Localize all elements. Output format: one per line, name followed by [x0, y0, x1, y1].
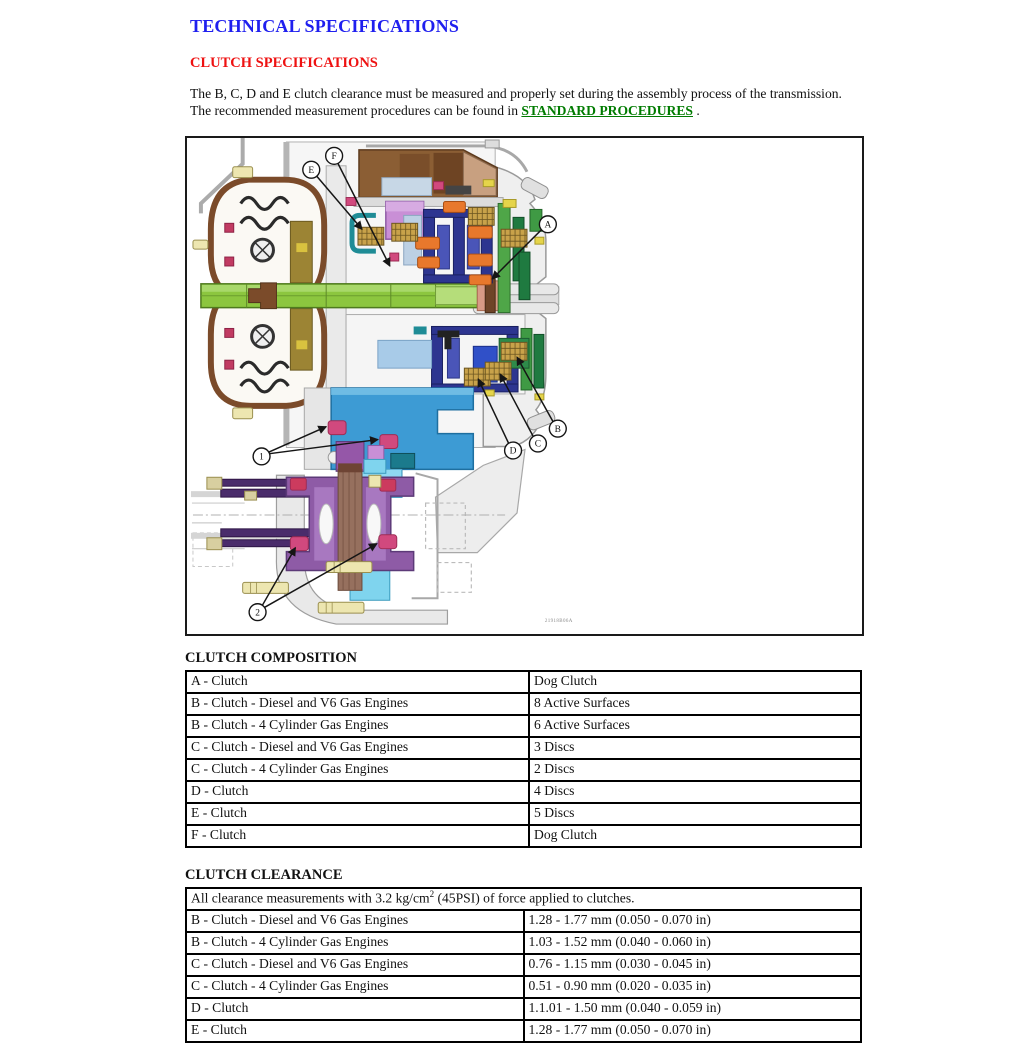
svg-text:F: F [331, 151, 337, 162]
superscript: 2 [429, 889, 435, 900]
cell: D - Clutch [186, 781, 529, 803]
cell: 1.28 - 1.77 mm (0.050 - 0.070 in) [524, 1020, 862, 1042]
table-row [186, 737, 861, 759]
cell: E - Clutch [186, 803, 529, 825]
table-row [186, 1020, 861, 1042]
cell: C - Clutch - Diesel and V6 Gas Engines [186, 954, 524, 976]
table-row [186, 693, 861, 715]
cell: C - Clutch - 4 Cylinder Gas Engines [186, 759, 529, 781]
intro-text-after: . [692, 103, 700, 119]
cell: 0.76 - 1.15 mm (0.030 - 0.045 in) [524, 954, 862, 976]
svg-text:E: E [308, 165, 315, 176]
callout-d [505, 442, 522, 459]
table-row [186, 715, 861, 737]
table-row [186, 976, 861, 998]
cell: F - Clutch [186, 825, 529, 847]
table-row [186, 954, 861, 976]
cell: 5 Discs [529, 803, 861, 825]
cell: 4 Discs [529, 781, 861, 803]
cell: B - Clutch - 4 Cylinder Gas Engines [186, 715, 529, 737]
cell: B - Clutch - Diesel and V6 Gas Engines [186, 910, 524, 932]
transmission-diagram [187, 138, 862, 634]
figure-code: 21918B06A [544, 618, 573, 624]
table-row [186, 825, 861, 847]
cell: 6 Active Surfaces [529, 715, 861, 737]
cell: 2 Discs [529, 759, 861, 781]
page-title: TECHNICAL SPECIFICATIONS [190, 16, 460, 36]
svg-text:D: D [509, 446, 517, 457]
svg-text:1: 1 [259, 452, 264, 463]
svg-text:A: A [544, 219, 552, 230]
clutch-composition-table [185, 670, 862, 848]
table-row [186, 671, 861, 693]
callout-2 [249, 603, 266, 620]
cell: 1.03 - 1.52 mm (0.040 - 0.060 in) [524, 932, 862, 954]
svg-text:2: 2 [255, 607, 260, 618]
cell: Dog Clutch [529, 825, 861, 847]
table-row [186, 759, 861, 781]
cell: C - Clutch - 4 Cylinder Gas Engines [186, 976, 524, 998]
table-row [186, 888, 861, 910]
cell: Dog Clutch [529, 671, 861, 693]
cell: A - Clutch [186, 671, 529, 693]
intro-text-before: The B, C, D and E clutch clearance must be measured and properly set during the assembly process of the transmission. The recommended measurement procedures can be found in [190, 86, 842, 119]
cell: B - Clutch - Diesel and V6 Gas Engines [186, 693, 529, 715]
table-row [186, 803, 861, 825]
cell: D - Clutch [186, 998, 524, 1020]
callout-e [303, 161, 320, 178]
callout-b [549, 420, 566, 437]
table-row [186, 932, 861, 954]
table-row [186, 998, 861, 1020]
cell: C - Clutch - Diesel and V6 Gas Engines [186, 737, 529, 759]
section-heading: CLUTCH SPECIFICATIONS [190, 55, 378, 71]
cell: 0.51 - 0.90 mm (0.020 - 0.035 in) [524, 976, 862, 998]
standard-procedures-link[interactable]: STANDARD PROCEDURES [521, 103, 693, 119]
clearance-note: All clearance measurements with 3.2 $kg/cm^2$ (45PSI) of force applied to clutches. [186, 888, 861, 910]
clutch-clearance-table [185, 887, 862, 1043]
document-page [185, 0, 866, 1043]
cell: 1.1.01 - 1.50 mm (0.040 - 0.059 in) [524, 998, 862, 1020]
svg-text:C: C [534, 439, 542, 450]
callout-a [539, 215, 556, 232]
cell: 8 Active Surfaces [529, 693, 861, 715]
cell: B - Clutch - 4 Cylinder Gas Engines [186, 932, 524, 954]
cell: 1.28 - 1.77 mm (0.050 - 0.070 in) [524, 910, 862, 932]
cell: 3 Discs [529, 737, 861, 759]
clearance-table-heading: CLUTCH CLEARANCE [185, 866, 343, 883]
svg-text:B: B [554, 424, 561, 435]
table-row [186, 781, 861, 803]
callout-c [529, 435, 546, 452]
cell: E - Clutch [186, 1020, 524, 1042]
callout-1 [253, 448, 270, 465]
callout-f [326, 147, 343, 164]
composition-table-heading: CLUTCH COMPOSITION [185, 649, 358, 666]
table-row [186, 910, 861, 932]
intro-paragraph [190, 85, 864, 120]
clutch-cross-section-figure [185, 136, 864, 636]
